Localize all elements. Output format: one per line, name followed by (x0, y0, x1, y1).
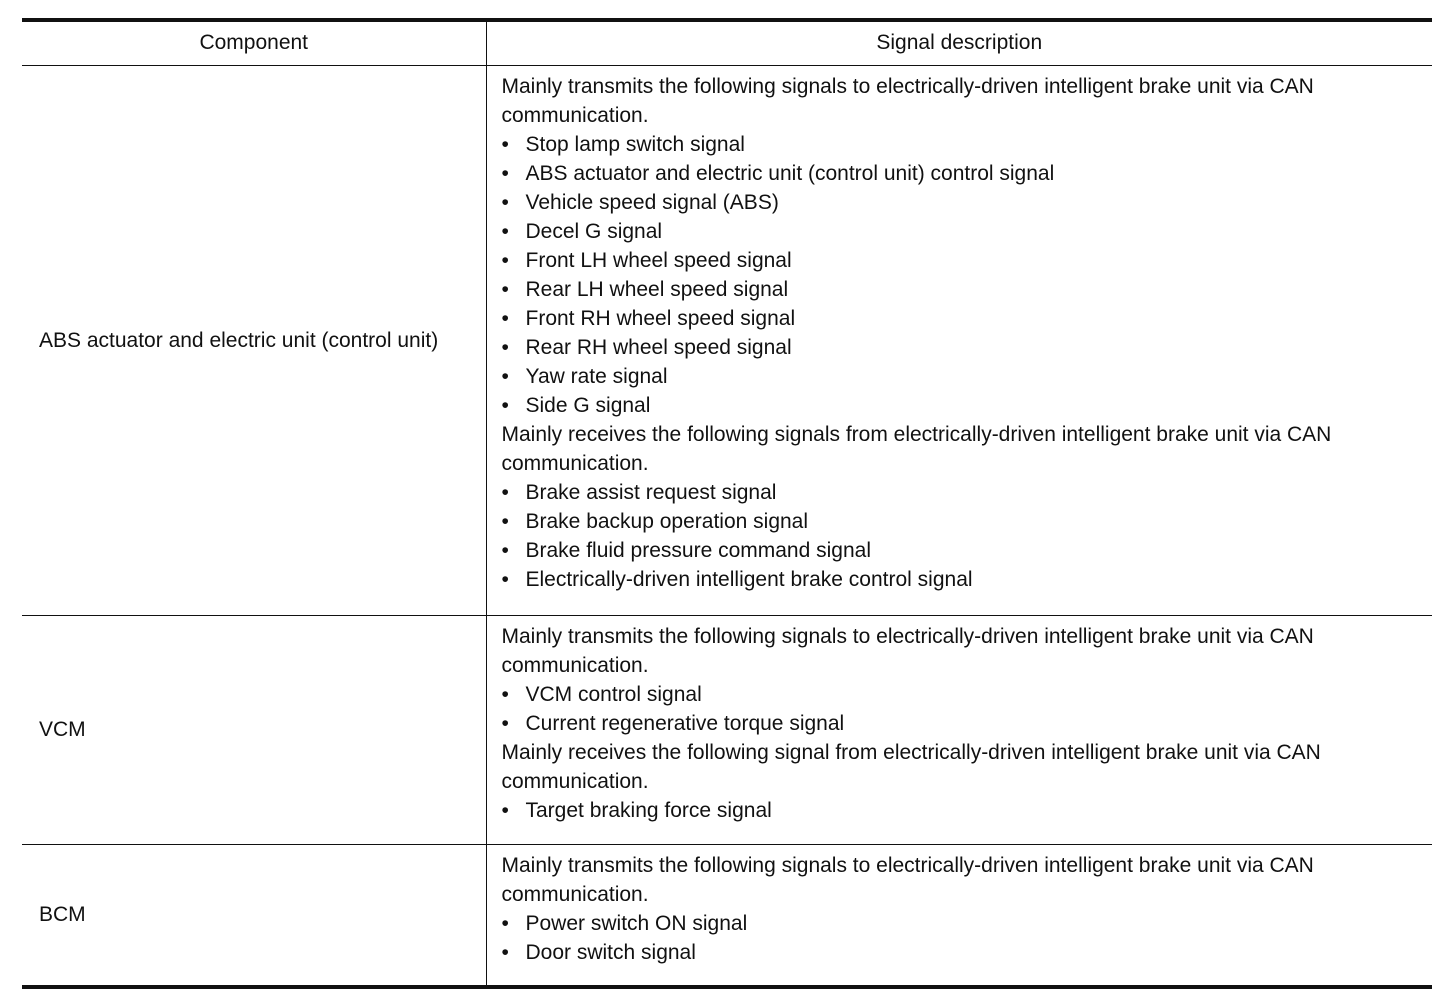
table-row (22, 65, 1432, 615)
section-intro: Mainly transmits the following signals to electrically-driven intelligent brake unit via CAN communication. (501, 853, 1314, 906)
bullet-icon: • (501, 132, 509, 156)
signal-item (502, 130, 1421, 159)
component-cell: VCM (22, 615, 486, 844)
section-intro: Mainly transmits the following signals to electrically-driven intelligent brake unit via CAN communication. (501, 624, 1314, 677)
signal-item (502, 188, 1421, 217)
signal-item-text: Power switch ON signal (525, 911, 748, 935)
bullet-icon: • (501, 248, 509, 272)
signal-item-text: Side G signal (525, 393, 651, 417)
signal-item (502, 909, 1421, 938)
signal-item-text: Yaw rate signal (525, 364, 668, 388)
bullet-icon: • (501, 798, 509, 822)
bullet-icon: • (501, 190, 509, 214)
bullet-icon: • (501, 364, 509, 388)
bullet-icon: • (501, 393, 509, 417)
signal-item-text: Brake fluid pressure command signal (525, 538, 871, 562)
section-intro: Mainly transmits the following signals to electrically-driven intelligent brake unit via CAN communication. (501, 74, 1314, 127)
bullet-icon: • (501, 509, 509, 533)
signal-item-text: Rear RH wheel speed signal (525, 335, 792, 359)
description-cell (486, 844, 1432, 987)
signal-item (502, 796, 1421, 825)
signal-item (502, 478, 1421, 507)
bullet-icon: • (501, 306, 509, 330)
description-cell (486, 615, 1432, 844)
signal-item-text: Decel G signal (525, 219, 663, 243)
bullet-icon: • (501, 538, 509, 562)
signal-item (502, 938, 1421, 967)
signal-item (502, 507, 1421, 536)
signal-item (502, 275, 1421, 304)
signal-item (502, 391, 1421, 420)
section-intro: Mainly receives the following signal from electrically-driven intelligent brake unit via CAN communication. (501, 740, 1321, 793)
signal-item-text: Front RH wheel speed signal (525, 306, 796, 330)
signal-item-text: Current regenerative torque signal (525, 711, 845, 735)
signal-item (502, 304, 1421, 333)
signal-item-text: Target braking force signal (525, 798, 772, 822)
header-component: Component (22, 20, 486, 65)
description-cell (486, 65, 1432, 615)
bullet-icon: • (501, 711, 509, 735)
signal-item-text: Vehicle speed signal (ABS) (525, 190, 779, 214)
signal-item-text: Electrically-driven intelligent brake control signal (525, 567, 973, 591)
signal-item (502, 536, 1421, 565)
section-intro: Mainly receives the following signals from electrically-driven intelligent brake unit via CAN communication. (501, 422, 1332, 475)
signal-item-text: Brake assist request signal (525, 480, 777, 504)
bullet-icon: • (501, 219, 509, 243)
bullet-icon: • (501, 911, 509, 935)
signal-item-text: VCM control signal (525, 682, 702, 706)
signal-item (502, 333, 1421, 362)
bullet-icon: • (501, 682, 509, 706)
signal-item (502, 565, 1421, 594)
bullet-icon: • (501, 335, 509, 359)
signal-item (502, 246, 1421, 275)
signal-item (502, 709, 1421, 738)
signal-item-text: Stop lamp switch signal (525, 132, 745, 156)
bullet-icon: • (501, 480, 509, 504)
signal-item-text: ABS actuator and electric unit (control unit) control signal (525, 161, 1055, 185)
header-signal-description: Signal description (486, 20, 1432, 65)
table-header-row (22, 20, 1432, 65)
bullet-icon: • (501, 277, 509, 301)
signal-item-text: Door switch signal (525, 940, 696, 964)
table-row (22, 615, 1432, 844)
signal-item (502, 217, 1421, 246)
bullet-icon: • (501, 161, 509, 185)
signal-table (22, 18, 1432, 989)
bullet-icon: • (501, 940, 509, 964)
component-cell: BCM (22, 844, 486, 987)
signal-item-text: Rear LH wheel speed signal (525, 277, 789, 301)
signal-item (502, 362, 1421, 391)
signal-item-text: Front LH wheel speed signal (525, 248, 792, 272)
signal-item-text: Brake backup operation signal (525, 509, 809, 533)
table-row (22, 844, 1432, 987)
signal-item (502, 680, 1421, 709)
bullet-icon: • (501, 567, 509, 591)
signal-item (502, 159, 1421, 188)
component-cell: ABS actuator and electric unit (control unit) (22, 65, 486, 615)
